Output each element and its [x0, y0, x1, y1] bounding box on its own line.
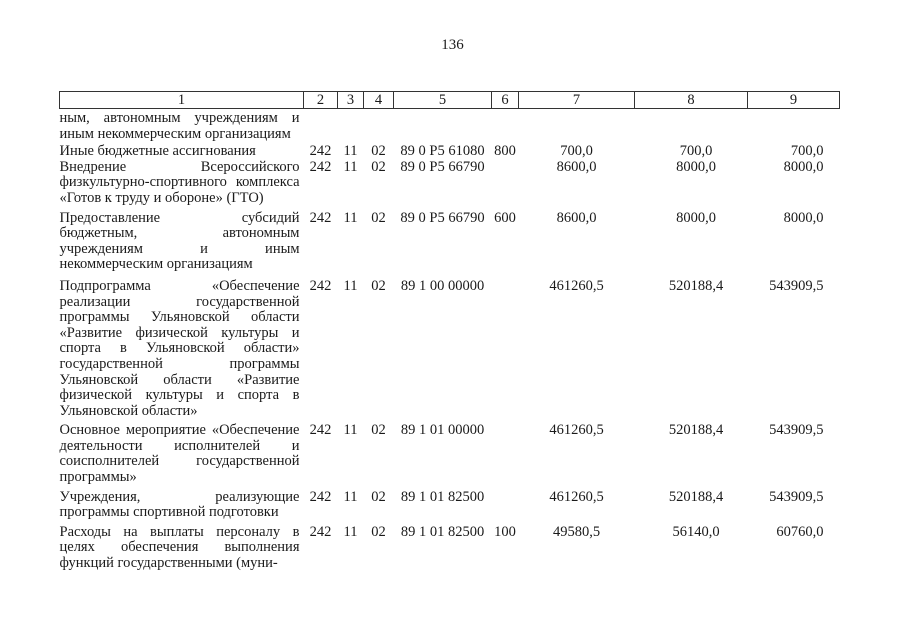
- row-name: Основное мероприятие «Обеспечение деятельности исполнителей и соисполнителей государственной программы»: [59, 422, 300, 486]
- cell-subsection: [364, 109, 394, 143]
- cell-section: 11: [343, 209, 358, 226]
- row-name: Расходы на выплаты персоналу в целях обеспечения выполнения функций государственными (муни-: [59, 523, 300, 572]
- cell-target-article: 89 0 P5 66790: [400, 158, 485, 175]
- column-header: 3: [338, 92, 364, 109]
- cell-amount-year1: [519, 109, 635, 143]
- cell-expense-type: 600: [494, 209, 516, 226]
- cell-amount-year3: 543909,5: [769, 277, 824, 294]
- cell-expense-type: 800: [494, 143, 516, 160]
- cell-amount-year2: 700,0: [679, 143, 713, 160]
- cell-amount-year2: 520188,4: [668, 422, 724, 439]
- cell-subsection: 02: [371, 209, 386, 226]
- cell-amount-year2: 8000,0: [676, 209, 716, 226]
- cell-expense-type: [492, 486, 519, 521]
- cell-amount-year1: 8600,0: [556, 209, 597, 226]
- cell-expense-type: [492, 109, 519, 143]
- cell-amount-year1: 8600,0: [556, 158, 597, 175]
- cell-section: 11: [343, 158, 358, 175]
- row-name: Предоставление субсидий бюджетным, автономным учреждениям и иным некоммерческим организациям: [59, 209, 300, 273]
- cell-amount-year2: [635, 109, 748, 143]
- cell-expense-type: [492, 160, 519, 207]
- row-name: Учреждения, реализующие программы спортивной подготовки: [59, 488, 300, 521]
- cell-amount-year2: 520188,4: [668, 488, 724, 505]
- cell-amount-year2: 520188,4: [668, 277, 724, 294]
- cell-target-article: 89 1 01 82500: [400, 523, 485, 540]
- cell-section: 11: [343, 422, 358, 439]
- row-name: Подпрограмма «Обеспечение реализации государственной программы Ульяновской области «Развитие физической культуры и спорта в Ульяновской области» государственной программы Ульяновской области «Развитие физической культуры и спорта в Ульяновской области»: [59, 277, 300, 419]
- row-name: ным, автономным учреждениям и иным некоммерческим организациям: [59, 110, 300, 142]
- cell-amount-year3: 8000,0: [783, 209, 824, 226]
- cell-subsection: 02: [371, 143, 386, 160]
- column-header: 1: [60, 92, 304, 109]
- cell-section: [338, 109, 364, 143]
- column-header-row: [60, 92, 840, 109]
- cell-subsection: 02: [371, 277, 386, 294]
- cell-section: 11: [343, 523, 358, 540]
- cell-subsection: 02: [371, 422, 386, 439]
- cell-target-article: [394, 109, 492, 143]
- cell-amount-year3: 543909,5: [769, 422, 824, 439]
- cell-ministry-code: 242: [309, 488, 332, 505]
- cell-section: 11: [343, 277, 358, 294]
- cell-amount-year1: 461260,5: [549, 422, 604, 439]
- page-number: 136: [441, 37, 464, 53]
- cell-section: 11: [343, 488, 358, 505]
- column-header: 8: [635, 92, 748, 109]
- cell-expense-type: [492, 419, 519, 485]
- row-name: Иные бюджетные ассигнования: [59, 143, 256, 160]
- table-row: [60, 419, 840, 485]
- column-header: 4: [364, 92, 394, 109]
- cell-amount-year3: 60760,0: [776, 523, 824, 540]
- column-header: 2: [304, 92, 338, 109]
- table-row: [60, 521, 840, 572]
- cell-target-article: 89 1 01 82500: [400, 488, 485, 505]
- cell-target-article: 89 1 00 00000: [400, 277, 485, 294]
- table-row: [60, 486, 840, 521]
- cell-subsection: 02: [371, 523, 386, 540]
- cell-amount-year1: 461260,5: [549, 488, 604, 505]
- cell-amount-year1: 461260,5: [549, 277, 604, 294]
- cell-amount-year3: 543909,5: [769, 488, 824, 505]
- cell-ministry-code: [304, 109, 338, 143]
- cell-ministry-code: 242: [309, 143, 332, 160]
- cell-amount-year3: [748, 109, 840, 143]
- cell-target-article: 89 0 P5 61080: [400, 143, 485, 160]
- column-header: 9: [748, 92, 840, 109]
- column-header: 7: [519, 92, 635, 109]
- cell-target-article: 89 1 01 00000: [400, 422, 485, 439]
- table-row: [60, 109, 840, 143]
- table-row: [60, 142, 840, 160]
- row-name: Внедрение Всероссийского физкультурно-спортивного комплекса «Готов к труду и обороне» (ГТО): [59, 158, 300, 206]
- cell-ministry-code: 242: [309, 158, 332, 175]
- budget-table: [59, 91, 840, 572]
- cell-subsection: 02: [371, 158, 386, 175]
- cell-amount-year3: 700,0: [790, 143, 824, 160]
- cell-target-article: 89 0 P5 66790: [400, 209, 485, 226]
- cell-subsection: 02: [371, 488, 386, 505]
- table-row: [60, 160, 840, 207]
- cell-ministry-code: 242: [309, 277, 332, 294]
- cell-amount-year1: 700,0: [560, 143, 593, 160]
- cell-ministry-code: 242: [309, 523, 332, 540]
- cell-section: 11: [343, 143, 358, 160]
- cell-amount-year2: 56140,0: [672, 523, 720, 540]
- table-row: [60, 207, 840, 273]
- cell-amount-year1: 49580,5: [552, 523, 601, 540]
- cell-amount-year3: 8000,0: [783, 158, 824, 175]
- cell-amount-year2: 8000,0: [676, 158, 716, 175]
- column-header: 5: [394, 92, 492, 109]
- table-row: [60, 273, 840, 419]
- column-header: 6: [492, 92, 519, 109]
- cell-expense-type: [492, 273, 519, 419]
- cell-ministry-code: 242: [309, 422, 332, 439]
- cell-ministry-code: 242: [309, 209, 332, 226]
- cell-expense-type: 100: [494, 523, 516, 540]
